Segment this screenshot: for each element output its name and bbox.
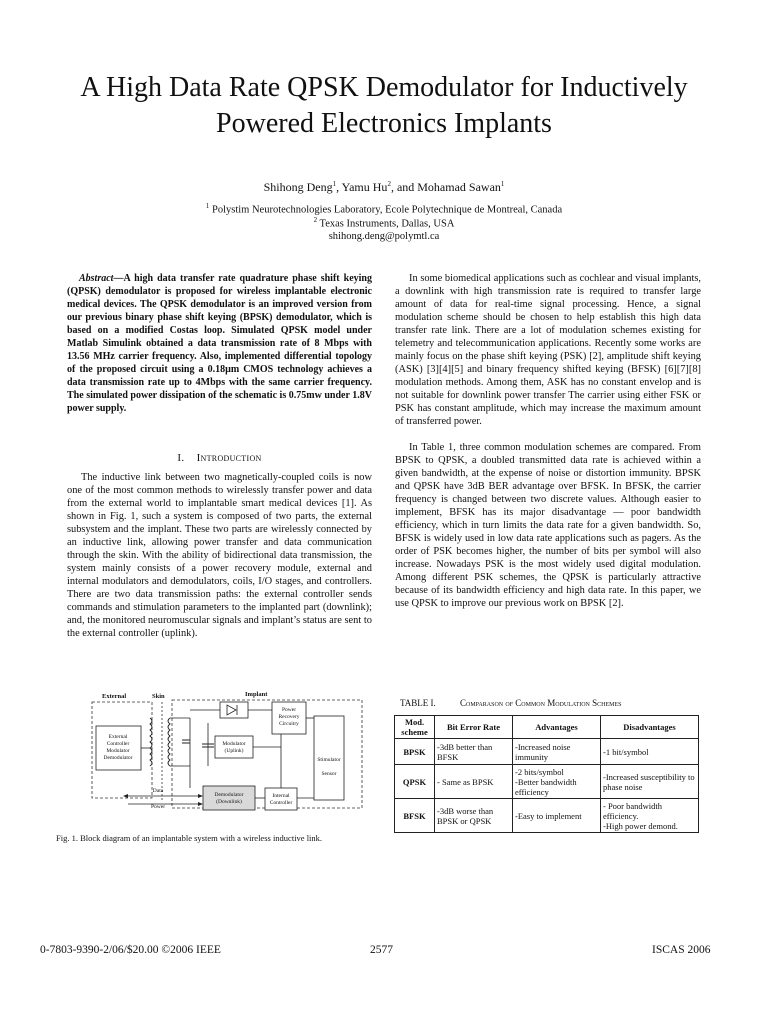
cell-scheme: BPSK (395, 739, 435, 765)
author-list (60, 180, 708, 195)
title-line-2: Powered Electronics Implants (216, 108, 552, 139)
author-1: Shihong Deng (263, 180, 333, 194)
abstract-label: Abstract (79, 273, 114, 284)
affiliation-1-text: Polystim Neurotechnologies Laboratory, Ecole Polytechnique de Montreal, Canada (209, 204, 563, 216)
modulation-comparison-table (394, 715, 699, 833)
author-3: , and Mohamad Sawan (390, 180, 501, 194)
abstract-text: —A high data transfer rate quadrature phase shift keying (QPSK) demodulator is proposed for wireless implantable electronic medical devices. The QPSK demodulator is an improved version from our previous binary phase shift keying (BPSK) demodulator, which is based on a modified Costas loop. Simulated QPSK model under Matlab Simulink obtained a data transmission rate of 8 Mbps with 13.56 MHz carrier frequency. Also, implemented differential topology of the proposed circuit using a 0.18µm CMOS technology achieves a data transmission rate up to 4Mbps with the same carrier frequency. The simulated power dissipation of the schematic is 0.75mw under 1.8V power supply. (67, 273, 372, 414)
internal-controller-box (265, 788, 297, 810)
fig-ext-ctrl-2: Controller (106, 741, 130, 747)
fig-int-ctrl-1: Internal (272, 793, 290, 799)
header-disadvantages: Disadvantages (601, 716, 699, 739)
fig-ext-ctrl-4: Demodulator (103, 755, 133, 761)
author-2-sup: 2 (387, 180, 391, 188)
header-mod-scheme: Mod. scheme (395, 716, 435, 739)
fig-power-label: Power (150, 804, 166, 810)
demodulator-box (203, 786, 255, 810)
right-paragraph-1: In some biomedical applications such as cochlear and visual implants, a downlink with high transmission rate is required to transfer large amount of data for real-time signal processing. Hence, a signal modulation scheme should be chosen to help establish this high data transfer rate link. There are a lot of modulation schemes existing for telemetry and telecommunication applications. Recently some works are mainly focus on the phase shift keying (PSK) [2], amplitude shift keying (ASK) [3][4][5] and binary frequency shifted keying (BFSK) [6][7][8] modulation methods. Among them, ASK has no constant envelop and is not suitable for downlink power transfer The carrier using either FSK or PSK has constant amplitude, which may increase the maximum amount of transferred power. (395, 273, 701, 427)
fig-ext-ctrl-1: External (108, 734, 128, 740)
author-1-sup: 1 (332, 180, 337, 188)
figure-caption: Fig. 1. Block diagram of an implantable system with a wireless inductive link. (56, 833, 323, 843)
cell-advantages: -Easy to implement (513, 799, 601, 833)
footer-conference: ISCAS 2006 (652, 944, 711, 956)
fig-data-label: Data (152, 788, 164, 794)
block-diagram-figure (80, 688, 370, 818)
author-3-sup: 1 (500, 180, 505, 188)
paper-title (30, 70, 738, 142)
fig-power-rec-3: Circuitry (279, 721, 299, 727)
cell-ber: - Same as BPSK (435, 765, 513, 799)
affiliation-2 (60, 214, 708, 231)
fig-modulator-1: Modulator (222, 741, 246, 747)
cell-ber: -3dB worse than BPSK or QPSK (435, 799, 513, 833)
table-caption-title: Comparason of Common Modulation Schemes (460, 698, 622, 708)
author-2: , Yamu Hu (336, 180, 388, 194)
fig-label-implant: Implant (245, 691, 268, 698)
footer-isbn: 0-7803-9390-2/06/$20.00 ©2006 IEEE (40, 944, 221, 956)
cell-disadvantages: - Poor bandwidth efficiency. -High power demond. (601, 799, 699, 833)
cell-scheme: BFSK (395, 799, 435, 833)
fig-demod-2: (Downlink) (216, 799, 242, 805)
affiliation-1-sup: 1 (205, 202, 210, 210)
table-caption (400, 698, 725, 708)
abstract (67, 272, 372, 415)
header-advantages: Advantages (513, 716, 601, 739)
fig-demod-1: Demodulator (214, 792, 244, 798)
affiliation-2-sup: 2 (313, 216, 318, 224)
cell-disadvantages: -Increased susceptibility to phase noise (601, 765, 699, 799)
section-title: Introduction (196, 452, 262, 464)
section-heading-introduction (67, 452, 372, 464)
header-ber: Bit Error Rate (435, 716, 513, 739)
author-email: shihong.deng@polymtl.ca (328, 231, 440, 242)
fig-sensor: Sensor (321, 771, 337, 777)
right-column (395, 272, 701, 610)
table-header-row (395, 716, 699, 739)
fig-power-rec-1: Power (281, 707, 297, 713)
intro-text: The inductive link between two magnetically-coupled coils is now one of the most common methods to wirelessly transfer power and data from the external world to implantable smart medical devices [1]. As shown in Fig. 1, such a system is composed of two parts, the external subsystem and the implant. These two parts are wirelessly connected by an inductive link, allowing power transfer and data communication through the skin. With the ability of bidirectional data transmission, the system mainly consists of a power recovery module, external and internal modulators and demodulators, coils, I/O stages, and controllers. There are two data transmission paths: the external controller sends commands and stimulation parameters to the implanted part (downlink); and, the monitored neuromuscular signals and implant’s status are sent to the external controller (uplink). (67, 472, 372, 639)
cell-disadvantages: -1 bit/symbol (601, 739, 699, 765)
page-number: 2577 (370, 944, 393, 956)
affiliation-2-text: Texas Instruments, Dallas, USA (317, 218, 455, 230)
cell-ber: -3dB better than BFSK (435, 739, 513, 765)
modulator-box (215, 736, 253, 758)
table-row (395, 799, 699, 833)
cell-scheme: QPSK (395, 765, 435, 799)
section-number: I. (177, 452, 185, 464)
fig-ext-ctrl-3: Modulator (106, 748, 130, 754)
fig-label-external: External (102, 693, 127, 700)
fig-power-rec-2: Recovery (278, 714, 300, 720)
fig-label-skin: Skin (152, 693, 165, 700)
table-caption-label: TABLE I. (400, 698, 436, 708)
table-row (395, 765, 699, 799)
fig-int-ctrl-2: Controller (269, 800, 293, 806)
secondary-coil (168, 718, 170, 766)
fig-modulator-2: (Uplink) (224, 748, 244, 754)
cell-advantages: -2 bits/symbol -Better bandwidth efficiency (513, 765, 601, 799)
intro-paragraph (67, 471, 372, 640)
right-paragraph-2: In Table 1, three common modulation schemes are compared. From BPSK to QPSK, a doubled transmitted data rate is achieved within a given bandwidth, at the expense of noise or distortion immunity. BPSK and QPSK have 3dB BER advantage over BFSK. In BFSK, the carrier frequency is changed between two discrete values. Although easier to implement, BFSK has its major disadvantage — poor bandwidth efficiency, which in turn limits the data rate for a given bandwidth. So, BFSK is widely used in low data rate applications such as pagers. As the order of PSK becomes higher, the number of bits per symbol will also increase. Nowadays PSK is the most widely used digital modulation. Among different PSK schemes, the QPSK is particularly attractive because of its bandwidth efficiency and high data rate. In this paper, we use QPSK to improve our previous work on BPSK [2]. (395, 442, 701, 609)
cell-advantages: -Increased noise immunity (513, 739, 601, 765)
fig-stimulator: Stimulator (317, 757, 341, 763)
title-line-1: A High Data Rate QPSK Demodulator for Inductively (80, 72, 688, 103)
table-row (395, 739, 699, 765)
